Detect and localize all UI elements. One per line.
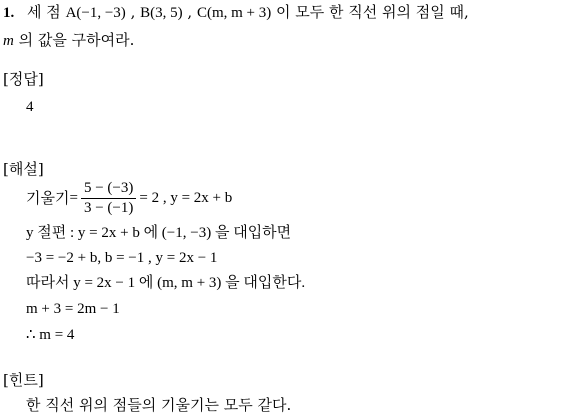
slope-result: = 2 , y = 2x + b (139, 190, 233, 207)
hint-text: 한 직선 위의 점들의 기울기는 모두 같다. (26, 396, 292, 414)
answer-value: 4 (26, 99, 34, 115)
solution-line-4: 따라서 y = 2x − 1 에 (m, m + 3) 을 대입한다. (26, 275, 306, 291)
separator: , (182, 3, 197, 21)
separator: , (125, 3, 141, 21)
point-a: A(−1, −3) (65, 5, 126, 21)
slope-fraction (81, 180, 136, 218)
problem-question: 의 값을 구하여라. (13, 31, 135, 49)
point-c: C(m, m + 3) (196, 5, 272, 21)
answer-header: [정답] (3, 70, 44, 88)
solution-line-6: ∴ m = 4 (26, 327, 75, 343)
solution-line-3: −3 = −2 + b, b = −1 , y = 2x − 1 (26, 250, 218, 266)
problem-condition: 이 모두 한 직선 위의 점일 때, (271, 3, 469, 21)
solution-line-5: m + 3 = 2m − 1 (26, 301, 120, 317)
slope-numerator: 5 − (−3) (81, 180, 136, 199)
solution-slope-line: 기울기 = $\frac{5 - (-3)}{3 - (-1)}$ = 2 , y = 2x + b (26, 180, 233, 217)
hint-header: [힌트] (3, 371, 44, 389)
problem-intro: 세 점 (27, 3, 66, 21)
problem-line-2 (3, 33, 134, 49)
slope-denominator: 3 − (−1) (83, 200, 134, 217)
variable-m: m (3, 33, 14, 49)
solution-header: [해설] (3, 160, 44, 178)
problem-line-1 (3, 5, 469, 21)
slope-label: 기울기 (26, 189, 70, 208)
point-b: B(3, 5) (140, 5, 183, 21)
problem-number: 1. (3, 5, 15, 21)
solution-line-2: y 절편 : y = 2x + b 에 (−1, −3) 을 대입하면 (26, 225, 292, 241)
